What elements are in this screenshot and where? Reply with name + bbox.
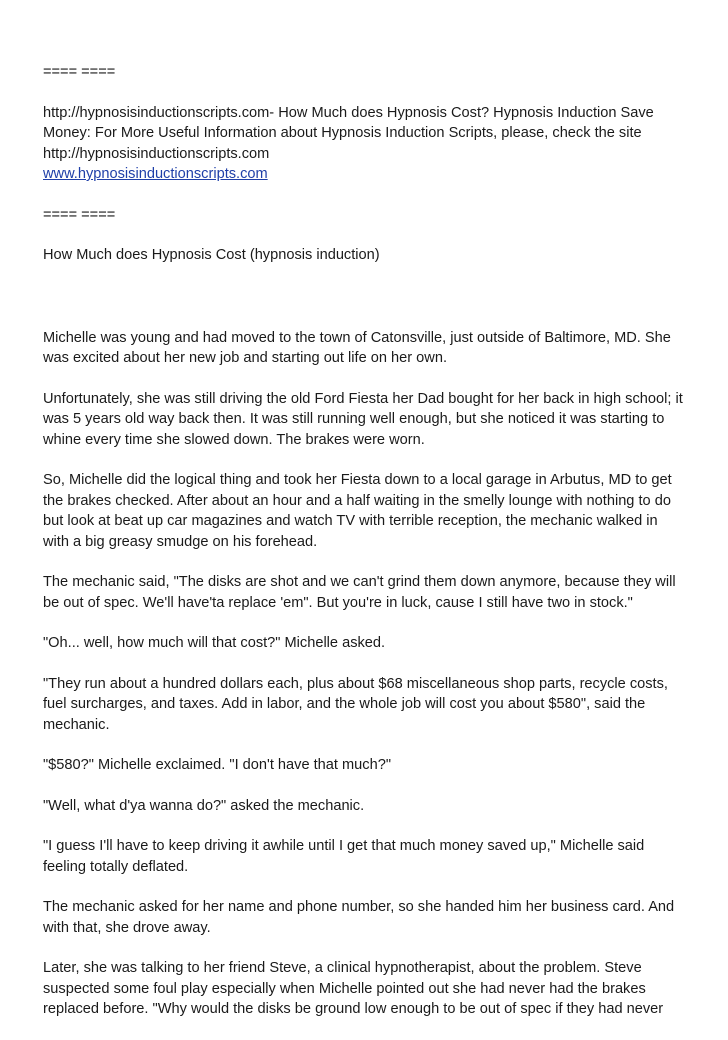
paragraph-2: Unfortunately, she was still driving the old Ford Fiesta her Dad bought for her back in high school; it was 5 years old way back then. It was still running well enough, but she noticed it was starting to whine every time she slowed down. The brakes were worn.: [43, 390, 683, 448]
paragraph-8: "Well, what d'ya wanna do?" asked the mechanic.: [43, 797, 365, 814]
header-line-2: http://hypnosisinductionscripts.com: [43, 145, 270, 162]
paragraph-6: "They run about a hundred dollars each, plus about $68 miscellaneous shop parts, recycle costs, fuel surcharges, and taxes. Add in labor, and the whole job will cost you about $580", said the mechanic.: [43, 675, 668, 733]
paragraph-4: The mechanic said, "The disks are shot and we can't grind them down anymore, because they will be out of spec. We'll have'ta replace 'em". But you're in luck, cause I still have two in stock.": [43, 574, 676, 611]
paragraph-10: The mechanic asked for her name and phone number, so she handed him her business card. And with that, she drove away.: [43, 899, 675, 936]
article-title: How Much does Hypnosis Cost (hypnosis induction): [43, 247, 380, 263]
separator-top: ==== ====: [43, 64, 116, 80]
paragraph-11: Later, she was talking to her friend Steve, a clinical hypnotherapist, about the problem. Steve suspected some foul play especially when Michelle pointed out she had never had the brakes replaced before. "Why would the disks be ground low enough to be out of spec if they had never: [43, 960, 664, 1017]
document-page: [43, 62, 683, 1040]
website-link[interactable]: www.hypnosisinductionscripts.com: [43, 166, 268, 182]
paragraph-1: Michelle was young and had moved to the town of Catonsville, just outside of Baltimore, MD. She was excited about her new job and starting out life on her own.: [43, 329, 671, 366]
paragraph-7: "$580?" Michelle exclaimed. "I don't have that much?": [43, 757, 392, 773]
separator-bottom: ==== ====: [43, 206, 116, 223]
paragraph-3: So, Michelle did the logical thing and took her Fiesta down to a local garage in Arbutus, MD to get the brakes checked. After about an hour and a half waiting in the smelly lounge with nothing to do but look at beat up car magazines and watch TV with terrible reception, the mechanic walked in with a big greasy smudge on his forehead.: [43, 472, 672, 550]
header-block: [43, 103, 683, 185]
paragraph-5: "Oh... well, how much will that cost?" Michelle asked.: [43, 635, 386, 651]
header-line-1: http://hypnosisinductionscripts.com- How Much does Hypnosis Cost? Hypnosis Induction Save Money: For More Useful Information about Hypnosis Induction Scripts, please, check the site: [43, 104, 654, 141]
paragraph-9: "I guess I'll have to keep driving it awhile until I get that much money saved up," Michelle said feeling totally deflated.: [43, 838, 645, 875]
